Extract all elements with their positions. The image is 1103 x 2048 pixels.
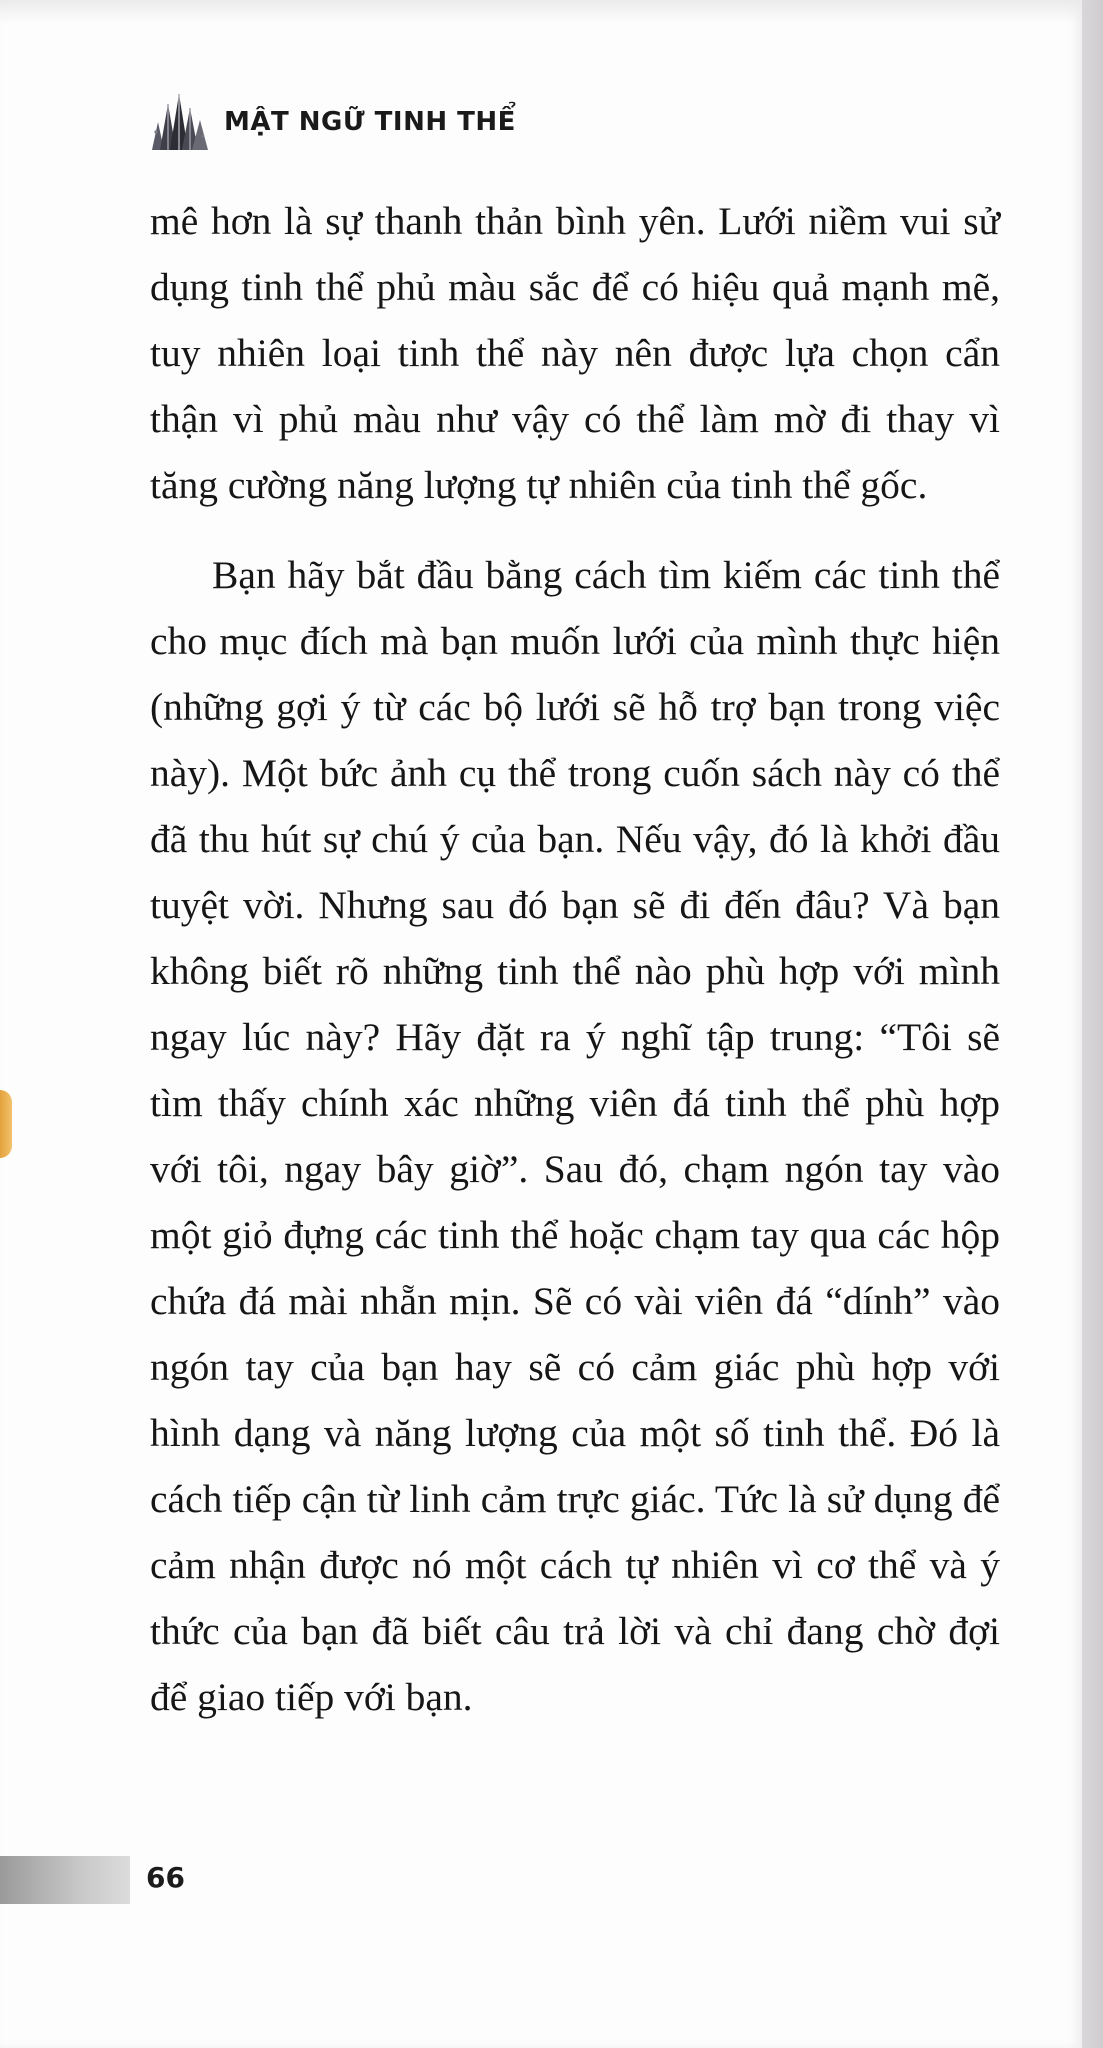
paragraph-continuation: mê hơn là sự thanh thản bình yên. Lưới niềm vui sử dụng tinh thể phủ màu sắc để có hiệu quả mạnh mẽ, tuy nhiên loại tinh thể này nên được lựa chọn cẩn thận vì phủ màu như vậy có thể làm mờ đi thay vì tăng cường năng lượng tự nhiên của tinh thể gốc. xyxy=(150,199,1000,507)
body-text xyxy=(150,188,1000,1730)
footer-gradient-bar xyxy=(0,1856,130,1904)
crystal-cluster-icon xyxy=(148,92,210,152)
top-shadow xyxy=(0,0,1082,24)
running-title: MẬT NGỮ TINH THỂ xyxy=(224,107,516,137)
page-tab-marker xyxy=(0,1090,12,1158)
running-header xyxy=(148,92,516,152)
page-edge xyxy=(1082,0,1103,2048)
paragraph: Bạn hãy bắt đầu bằng cách tìm kiếm các tinh thể cho mục đích mà bạn muốn lưới của mình thực hiện (những gợi ý từ các bộ lưới sẽ hỗ trợ bạn trong việc này). Một bức ảnh cụ thể trong cuốn sách này có thể đã thu hút sự chú ý của bạn. Nếu vậy, đó là khởi đầu tuyệt vời. Nhưng sau đó bạn sẽ đi đến đâu? Và bạn không biết rõ những tinh thể nào phù hợp với mình ngay lúc này? Hãy đặt ra ý nghĩ tập trung: “Tôi sẽ tìm thấy chính xác những viên đá tinh thể phù hợp với tôi, ngay bây giờ”. Sau đó, chạm ngón tay vào một giỏ đựng các tinh thể hoặc chạm tay qua các hộp chứa đá mài nhẵn mịn. Sẽ có vài viên đá “dính” vào ngón tay của bạn hay sẽ có cảm giác phù hợp với hình dạng và năng lượng của một số tinh thể. Đó là cách tiếp cận từ linh cảm trực giác. Tức là sử dụng để cảm nhận được nó một cách tự nhiên vì cơ thể và ý thức của bạn đã biết câu trả lời và chỉ đang chờ đợi để giao tiếp với bạn. xyxy=(150,553,1000,1719)
page-number: 66 xyxy=(146,1861,185,1894)
